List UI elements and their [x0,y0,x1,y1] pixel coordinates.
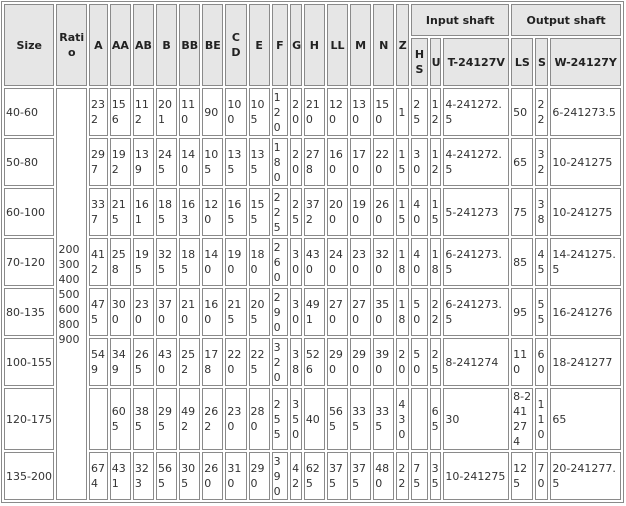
cell-dim: 130 [350,88,371,136]
header-size: Size [4,4,54,86]
cell-output: 65 [550,388,621,450]
cell-dim: 18 [396,288,409,336]
cell-dim: 370 [156,288,177,336]
cell-input: 50 [411,288,427,336]
cell-input: 15 [430,188,442,236]
header-output-shaft: Output shaft [511,4,621,36]
cell-input: 30 [411,138,427,186]
cell-output: 22 [535,88,548,136]
header-dim-h: H [304,4,325,86]
cell-size: 70-120 [4,238,54,286]
header-s: S [535,38,548,86]
header-dim-m: M [350,4,371,86]
cell-dim: 385 [133,388,154,450]
cell-dim: 565 [156,452,177,500]
cell-dim: 290 [249,452,270,500]
cell-dim: 278 [304,138,325,186]
cell-dim: 220 [373,138,394,186]
cell-dim: 190 [225,238,246,286]
cell-dim: 120 [202,188,223,236]
cell-dim: 270 [327,288,348,336]
cell-dim: 565 [327,388,348,450]
cell-dim: 320 [373,238,394,286]
cell-size: 120-175 [4,388,54,450]
cell-dim: 260 [272,238,288,286]
cell-dim: 605 [110,388,131,450]
cell-dim: 20 [290,88,302,136]
cell-dim: 139 [133,138,154,186]
cell-dim: 205 [249,288,270,336]
cell-dim: 18 [396,238,409,286]
cell-dim: 492 [179,388,200,450]
cell-output: 95 [511,288,533,336]
header-dim-f: F [272,4,288,86]
cell-size: 100-155 [4,338,54,386]
cell-dim: 150 [373,88,394,136]
cell-dim: 185 [156,188,177,236]
cell-dim: 297 [89,138,108,186]
cell-dim: 105 [249,88,270,136]
cell-size: 80-135 [4,288,54,336]
cell-input: 40 [411,238,427,286]
cell-dim: 430 [156,338,177,386]
cell-output: 10-241275 [550,138,621,186]
cell-dim: 325 [156,238,177,286]
cell-dim: 230 [133,288,154,336]
cell-dim: 185 [179,238,200,286]
cell-input: 6-241273.5 [443,238,509,286]
header-dim-n: N [373,4,394,86]
cell-output: 110 [511,338,533,386]
cell-dim: 180 [249,238,270,286]
cell-input: 65 [430,388,442,450]
cell-dim: 22 [396,452,409,500]
cell-dim: 161 [133,188,154,236]
header-u: U [430,38,442,86]
cell-dim: 163 [179,188,200,236]
cell-dim: 215 [225,288,246,336]
cell-dim: 674 [89,452,108,500]
cell-output: 20-241277.5 [550,452,621,500]
cell-dim: 491 [304,288,325,336]
table-row [4,138,621,186]
cell-dim: 15 [396,188,409,236]
cell-size: 40-60 [4,88,54,136]
cell-dim: 625 [304,452,325,500]
cell-input: 75 [411,452,427,500]
cell-dim: 30 [290,288,302,336]
cell-dim: 38 [290,338,302,386]
header-dim-be: BE [202,4,223,86]
cell-dim: 390 [272,452,288,500]
cell-dim: 160 [327,138,348,186]
cell-dim: 265 [133,338,154,386]
cell-dim: 1 [396,88,409,136]
cell-dim: 290 [272,288,288,336]
cell-input: 22 [430,288,442,336]
cell-output: 18-241277 [550,338,621,386]
cell-dim: 42 [290,452,302,500]
cell-dim: 165 [225,188,246,236]
cell-dim: 230 [225,388,246,450]
cell-dim: 170 [350,138,371,186]
cell-dim: 280 [249,388,270,450]
cell-dim: 110 [179,88,200,136]
table-row [4,288,621,336]
cell-dim: 305 [179,452,200,500]
cell-dim: 20 [396,338,409,386]
cell-input: 4-241272.5 [443,138,509,186]
cell-dim: 30 [290,238,302,286]
cell-ratio: 200 300 400 500 600 800 900 [56,88,87,500]
spec-table-wrapper [1,1,624,503]
cell-dim: 225 [249,338,270,386]
header-dim-cd: CD [225,4,246,86]
cell-output: 32 [535,138,548,186]
cell-output: 38 [535,188,548,236]
cell-dim: 100 [225,88,246,136]
cell-output: 110 [535,388,548,450]
cell-dim: 135 [225,138,246,186]
cell-dim: 260 [373,188,394,236]
cell-dim: 210 [179,288,200,336]
cell-input: 50 [411,338,427,386]
header-dim-ab: AB [133,4,154,86]
cell-dim: 258 [110,238,131,286]
cell-dim: 201 [156,88,177,136]
cell-input: 12 [430,138,442,186]
cell-input [411,388,427,450]
cell-dim: 412 [89,238,108,286]
cell-dim: 260 [202,452,223,500]
cell-dim: 140 [202,238,223,286]
cell-dim: 262 [202,388,223,450]
cell-output: 50 [511,88,533,136]
header-dim-ll: LL [327,4,348,86]
dimension-spec-table [1,1,624,503]
header-ls: LS [511,38,533,86]
cell-dim: 195 [133,238,154,286]
cell-dim: 430 [396,388,409,450]
cell-dim: 335 [373,388,394,450]
cell-dim: 25 [290,188,302,236]
table-row [4,388,621,450]
cell-dim: 549 [89,338,108,386]
cell-dim: 310 [225,452,246,500]
cell-output: 16-241276 [550,288,621,336]
cell-output: 85 [511,238,533,286]
cell-dim: 240 [327,238,348,286]
cell-dim [89,388,108,450]
header-t-code: T-24127V [443,38,509,86]
cell-dim: 526 [304,338,325,386]
cell-dim: 232 [89,88,108,136]
cell-dim: 295 [156,388,177,450]
cell-dim: 200 [327,188,348,236]
cell-dim: 337 [89,188,108,236]
cell-input: 35 [430,452,442,500]
cell-output: 45 [535,238,548,286]
cell-dim: 390 [373,338,394,386]
header-input-shaft: Input shaft [411,4,509,36]
cell-output: 60 [535,338,548,386]
cell-dim: 320 [272,338,288,386]
header-dim-z: Z [396,4,409,86]
cell-dim: 335 [350,388,371,450]
cell-dim: 20 [290,138,302,186]
header-dim-g: G [290,4,302,86]
cell-dim: 105 [202,138,223,186]
cell-dim: 475 [89,288,108,336]
cell-dim: 190 [350,188,371,236]
cell-output: 6-241273.5 [550,88,621,136]
cell-dim: 323 [133,452,154,500]
cell-input: 25 [411,88,427,136]
cell-output: 70 [535,452,548,500]
cell-input: 25 [430,338,442,386]
cell-dim: 252 [179,338,200,386]
header-dim-bb: BB [179,4,200,86]
cell-dim: 349 [110,338,131,386]
cell-dim: 290 [327,338,348,386]
cell-dim: 350 [290,388,302,450]
cell-dim: 430 [304,238,325,286]
table-row [4,188,621,236]
cell-dim: 230 [350,238,371,286]
cell-dim: 155 [249,188,270,236]
cell-input: 8-241274 [443,338,509,386]
cell-dim: 120 [272,88,288,136]
header-hs: HS [411,38,427,86]
header-dim-b: B [156,4,177,86]
table-row [4,452,621,500]
cell-dim: 480 [373,452,394,500]
header-dim-e: E [249,4,270,86]
cell-output: 8-241274 [511,388,533,450]
cell-dim: 156 [110,88,131,136]
cell-dim: 112 [133,88,154,136]
cell-dim: 40 [304,388,325,450]
cell-output: 55 [535,288,548,336]
cell-input: 10-241275 [443,452,509,500]
cell-dim: 120 [327,88,348,136]
header-w-code: W-24127Y [550,38,621,86]
cell-input: 30 [443,388,509,450]
cell-dim: 140 [179,138,200,186]
table-row [4,238,621,286]
cell-input: 12 [430,88,442,136]
cell-dim: 245 [156,138,177,186]
cell-dim: 178 [202,338,223,386]
cell-output: 10-241275 [550,188,621,236]
cell-input: 40 [411,188,427,236]
cell-size: 50-80 [4,138,54,186]
cell-dim: 15 [396,138,409,186]
cell-dim: 192 [110,138,131,186]
header-dim-a: A [89,4,108,86]
cell-dim: 290 [350,338,371,386]
cell-input: 4-241272.5 [443,88,509,136]
cell-dim: 270 [350,288,371,336]
cell-dim: 210 [304,88,325,136]
cell-dim: 431 [110,452,131,500]
cell-input: 5-241273 [443,188,509,236]
cell-dim: 372 [304,188,325,236]
cell-input: 18 [430,238,442,286]
cell-dim: 300 [110,288,131,336]
cell-output: 125 [511,452,533,500]
header-dim-aa: AA [110,4,131,86]
cell-dim: 135 [249,138,270,186]
cell-dim: 160 [202,288,223,336]
cell-output: 65 [511,138,533,186]
cell-output: 75 [511,188,533,236]
cell-output: 14-241275.5 [550,238,621,286]
table-row [4,338,621,386]
cell-dim: 255 [272,388,288,450]
table-row [4,88,621,136]
header-ratio: Ratio [56,4,87,86]
cell-size: 135-200 [4,452,54,500]
cell-dim: 350 [373,288,394,336]
cell-dim: 225 [272,188,288,236]
cell-dim: 90 [202,88,223,136]
cell-size: 60-100 [4,188,54,236]
cell-dim: 180 [272,138,288,186]
cell-dim: 220 [225,338,246,386]
cell-dim: 215 [110,188,131,236]
cell-input: 6-241273.5 [443,288,509,336]
cell-dim: 375 [327,452,348,500]
cell-dim: 375 [350,452,371,500]
